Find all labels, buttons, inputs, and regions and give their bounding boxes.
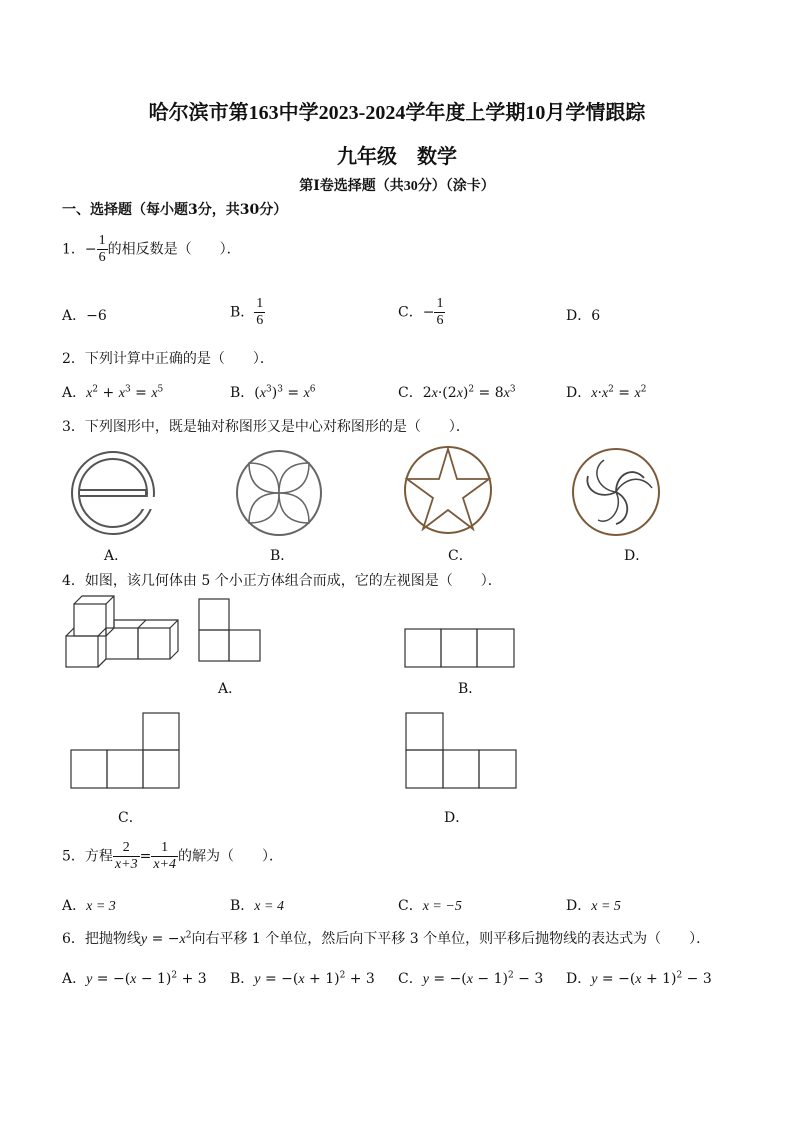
q6-option-b[interactable]: B．$y = -(x + 1)^2 + 3$	[230, 970, 375, 987]
q1-option-b[interactable]: B． $\frac{1}{6}$	[230, 296, 264, 328]
q3-figure-a[interactable]	[70, 450, 156, 536]
q5-option-a[interactable]: A．x = 3	[62, 898, 116, 914]
q2-option-b[interactable]: B．$(x^3)^3 = x^6$	[230, 384, 316, 401]
q4-view-b[interactable]	[404, 628, 516, 670]
q6-option-c[interactable]: C．$y = -(x - 1)^2 - 3$	[398, 970, 544, 987]
q1-minus: −	[84, 241, 97, 258]
q5-option-c[interactable]: C．x = −5	[398, 898, 462, 914]
q2-option-a[interactable]: A．$x^2 + x^3 = x^5$	[62, 384, 164, 401]
q3-figure-b[interactable]	[236, 450, 322, 536]
q4-solid-figure	[64, 592, 184, 672]
q3-label-b: B．	[270, 548, 295, 564]
exam-subtitle: 九年级 数学	[337, 146, 457, 168]
q4-view-d[interactable]	[405, 712, 519, 790]
q4-label-d: D．	[444, 810, 470, 826]
q2-option-c[interactable]: C．$2x\cdot(2x)^2 = 8x^3$	[398, 384, 516, 401]
q2-option-d[interactable]: D．$x\cdot x^2 = x^2$	[566, 384, 647, 401]
exam-title: 哈尔滨市第163中学2023-2024学年度上学期10月学情跟踪	[148, 102, 646, 124]
q1-fraction: $\frac{1}{6}$	[98, 233, 106, 265]
q4-label-a: A．	[218, 681, 243, 697]
q6-option-d[interactable]: D．$y = -(x + 1)^2 - 3$	[566, 970, 712, 987]
question-2-stem: 2．下列计算中正确的是（ ）．	[62, 351, 274, 367]
q6-option-a[interactable]: A．$y = -(x - 1)^2 + 3$	[62, 970, 207, 987]
question-5: 5．方程 $\frac{2}{x+3}$ = $\frac{1}{x+4}$ 的解为（ ）．	[62, 840, 283, 872]
section-heading: 一、选择题（每小题3分，共30分）	[62, 202, 288, 218]
q5-option-b[interactable]: B．x = 4	[230, 898, 284, 914]
q4-view-a[interactable]	[198, 598, 262, 662]
q3-label-a: A．	[104, 548, 129, 564]
question-3-stem: 3．下列图形中，既是轴对称图形又是中心对称图形的是（ ）．	[62, 419, 470, 435]
q3-label-d: D．	[624, 548, 650, 564]
q3-figure-c[interactable]	[404, 446, 492, 534]
q1-stem: 的相反数是（ ）．	[107, 241, 241, 258]
q4-view-c[interactable]	[70, 712, 182, 790]
q5-option-d[interactable]: D．x = 5	[566, 898, 621, 914]
q1-option-d[interactable]: D．6	[566, 308, 601, 324]
q1-number: 1．	[62, 241, 85, 258]
q4-label-b: B．	[458, 681, 483, 697]
question-6: 6．把抛物线$y = -x^2$向右平移 1 个单位，然后向下平移 3 个单位，则平移后抛物线的表达式为（ ）．	[62, 930, 711, 947]
q3-label-c: C．	[448, 548, 473, 564]
q3-figure-d[interactable]	[572, 448, 660, 536]
q1-option-c[interactable]: C．− $\frac{1}{6}$	[398, 296, 444, 328]
question-4-stem: 4．如图，该几何体由 5 个小正方体组合而成，它的左视图是（ ）．	[62, 573, 502, 589]
part-heading: 第Ⅰ卷选择题（共30分）（涂卡）	[299, 179, 495, 194]
question-1	[62, 233, 241, 266]
q1-option-a[interactable]: A．−6	[62, 308, 107, 324]
q4-label-c: C．	[118, 810, 143, 826]
